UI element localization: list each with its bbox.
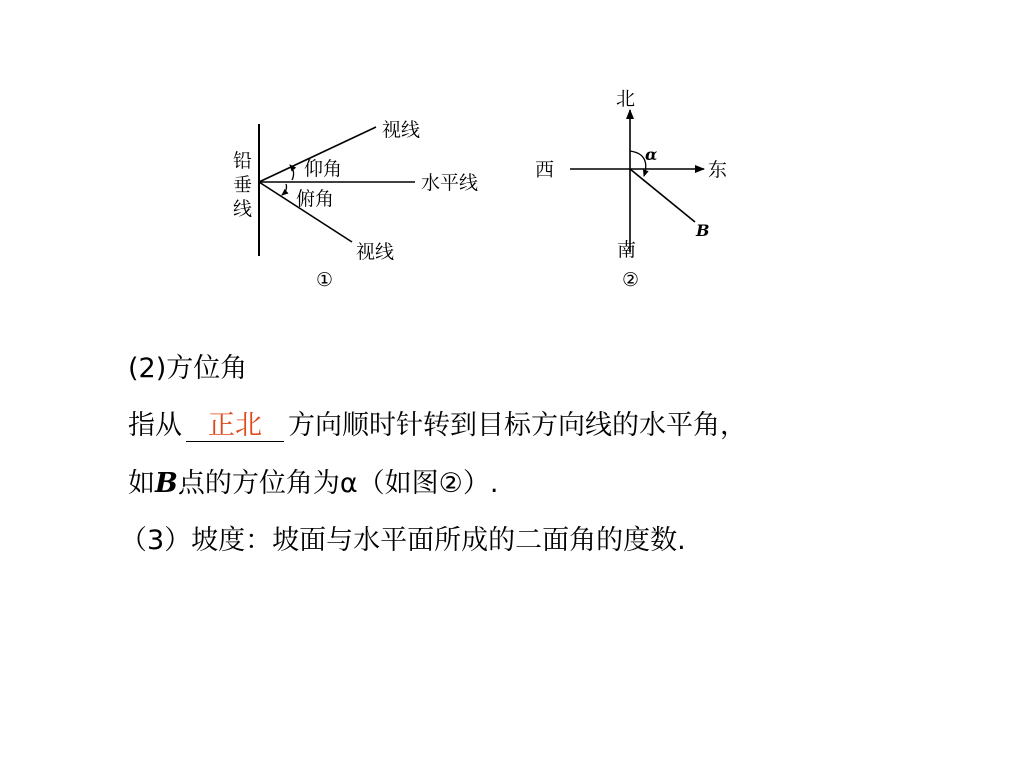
definition-prefix: 指从: [128, 410, 182, 441]
plumb-line-label-3: 线: [233, 198, 253, 220]
diagram-elevation-depression: [233, 119, 478, 291]
azimuth-example: [128, 465, 498, 503]
example-suffix: 点的方位角为α（如图②）.: [177, 468, 499, 499]
point-b-label: B: [696, 221, 710, 240]
heading-azimuth: (2)方位角: [128, 353, 248, 384]
depression-angle-arc: [282, 184, 287, 195]
example-point: B: [155, 468, 178, 499]
north-label: 北: [616, 88, 636, 110]
example-prefix: 如: [128, 468, 155, 499]
slope-definition: （3）坡度：坡面与水平面所成的二面角的度数.: [120, 525, 686, 556]
alpha-angle-label: α: [645, 145, 658, 164]
east-label: 东: [708, 159, 728, 181]
figure-diagrams: [0, 0, 1024, 300]
south-label: 南: [617, 239, 637, 261]
sight-line-lower-label: 视线: [356, 241, 395, 263]
depression-angle-label: 俯角: [296, 188, 335, 210]
plumb-line-label-2: 垂: [233, 174, 253, 196]
horizontal-line-label: 水平线: [421, 172, 479, 194]
elevation-angle-label: 仰角: [304, 158, 343, 180]
sight-line-upper-label: 视线: [382, 119, 421, 141]
figure-1-number: ①: [316, 269, 334, 291]
answer-blank: 正北: [186, 411, 284, 442]
figure-2-number: ②: [622, 269, 640, 291]
plumb-line-label-1: 铅: [233, 150, 253, 172]
azimuth-definition: [128, 407, 747, 445]
west-label: 西: [535, 159, 555, 181]
diagram-azimuth: [535, 88, 727, 291]
definition-suffix: 方向顺时针转到目标方向线的水平角，: [288, 410, 747, 441]
azimuth-angle-arc: [630, 151, 646, 176]
direction-line-b: [630, 169, 695, 222]
